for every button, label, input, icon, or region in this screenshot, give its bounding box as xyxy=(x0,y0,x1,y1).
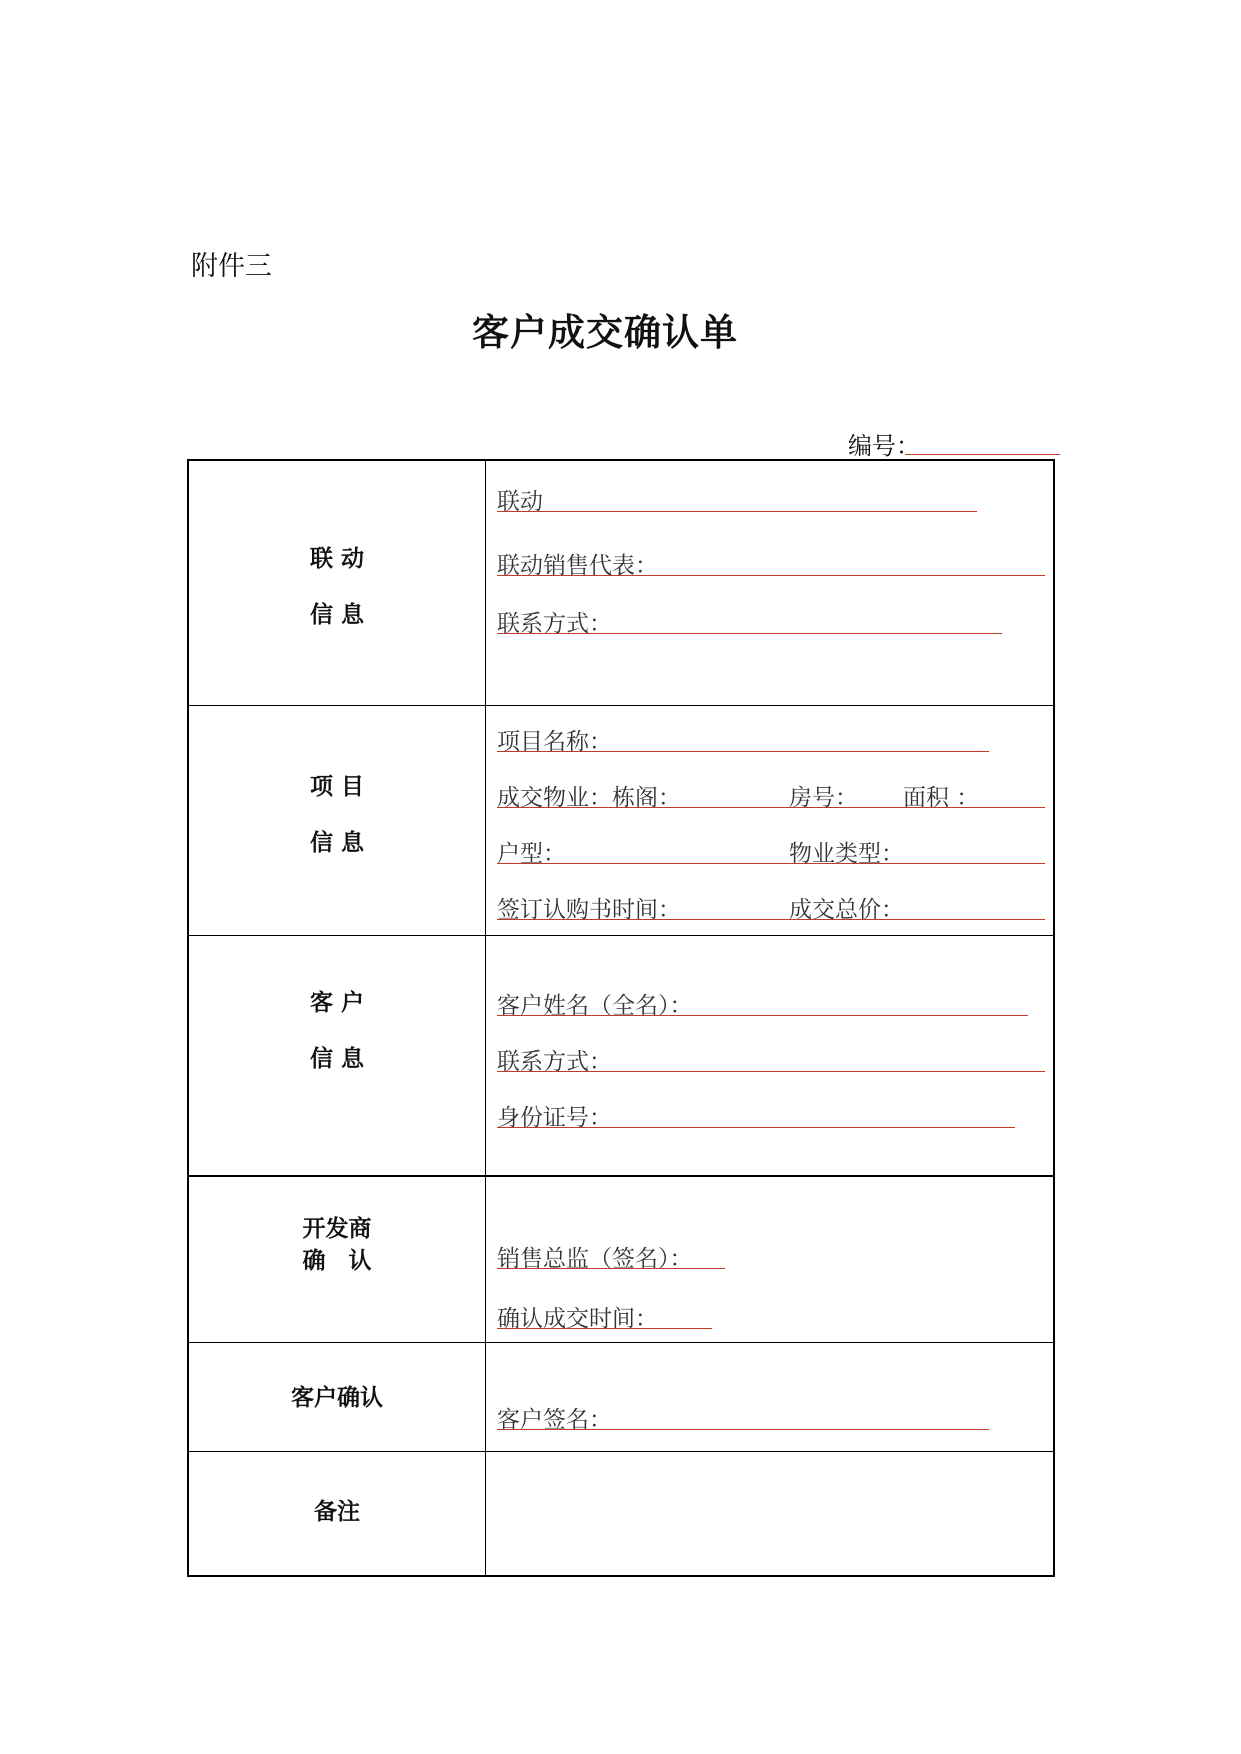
serial-number-line[interactable] xyxy=(905,454,1060,455)
area-field: 面积 ： xyxy=(903,785,980,811)
confirmation-table xyxy=(187,459,1055,1577)
unit-type-field: 户型： xyxy=(497,841,566,867)
sales-director-line[interactable] xyxy=(497,1268,725,1269)
label-line: 联 动 xyxy=(309,546,364,572)
project-name-field: 项目名称： xyxy=(497,729,612,755)
customer-contact-line[interactable] xyxy=(497,1071,1045,1072)
project-name-line[interactable] xyxy=(497,751,989,752)
row-divider xyxy=(189,1451,1053,1452)
room-number-field: 房号： xyxy=(789,785,858,811)
customer-confirm-label: 客户确认 xyxy=(291,1385,383,1411)
serial-number-label: 编号： xyxy=(848,432,920,460)
liandong-contact-line[interactable] xyxy=(497,633,1002,634)
customer-name-line[interactable] xyxy=(497,1015,1028,1016)
document-title: 客户成交确认单 xyxy=(472,310,738,354)
liandong-field: 联动 xyxy=(497,489,543,515)
label-line: 客 户 xyxy=(309,990,364,1016)
sales-rep-field: 联动销售代表： xyxy=(497,553,658,579)
property-field: 成交物业：栋阁： xyxy=(497,785,681,811)
remarks-content[interactable] xyxy=(487,1453,1053,1575)
label-line: 确 认 xyxy=(302,1247,372,1274)
sales-director-field: 销售总监（签名）： xyxy=(497,1246,693,1272)
id-number-field: 身份证号： xyxy=(497,1105,612,1131)
property-line[interactable] xyxy=(497,807,1045,808)
label-line: 项 目 xyxy=(309,774,364,800)
total-price-field: 成交总价： xyxy=(789,897,904,923)
developer-confirm-label xyxy=(189,1216,485,1275)
label-line: 信 息 xyxy=(309,1045,364,1072)
customer-info-label xyxy=(189,990,485,1073)
confirm-time-field: 确认成交时间： xyxy=(497,1306,658,1332)
liandong-contact-field: 联系方式： xyxy=(497,611,612,637)
row-divider xyxy=(189,935,1053,936)
property-type-field: 物业类型： xyxy=(789,841,904,867)
project-info-label xyxy=(189,774,485,857)
sales-rep-line[interactable] xyxy=(497,575,1045,576)
customer-contact-field: 联系方式： xyxy=(497,1049,612,1075)
label-line: 信 息 xyxy=(309,829,364,856)
customer-signature-line[interactable] xyxy=(497,1429,989,1430)
liandong-line[interactable] xyxy=(497,511,977,512)
id-number-line[interactable] xyxy=(497,1127,1015,1128)
liandong-info-label xyxy=(189,546,485,629)
column-divider xyxy=(485,461,486,1575)
sign-time-field: 签订认购书时间： xyxy=(497,897,681,923)
confirm-time-line[interactable] xyxy=(497,1328,712,1329)
remarks-label: 备注 xyxy=(314,1499,360,1525)
customer-signature-field: 客户签名： xyxy=(497,1407,612,1433)
row-divider xyxy=(189,705,1053,706)
label-line: 开发商 xyxy=(302,1216,372,1242)
unit-type-line[interactable] xyxy=(497,863,1045,864)
customer-name-field: 客户姓名（全名）： xyxy=(497,993,693,1019)
attachment-label: 附件三 xyxy=(191,251,272,282)
sign-time-line[interactable] xyxy=(497,919,1045,920)
row-divider xyxy=(189,1342,1053,1343)
row-divider xyxy=(189,1175,1053,1177)
label-line: 信 息 xyxy=(309,601,364,628)
